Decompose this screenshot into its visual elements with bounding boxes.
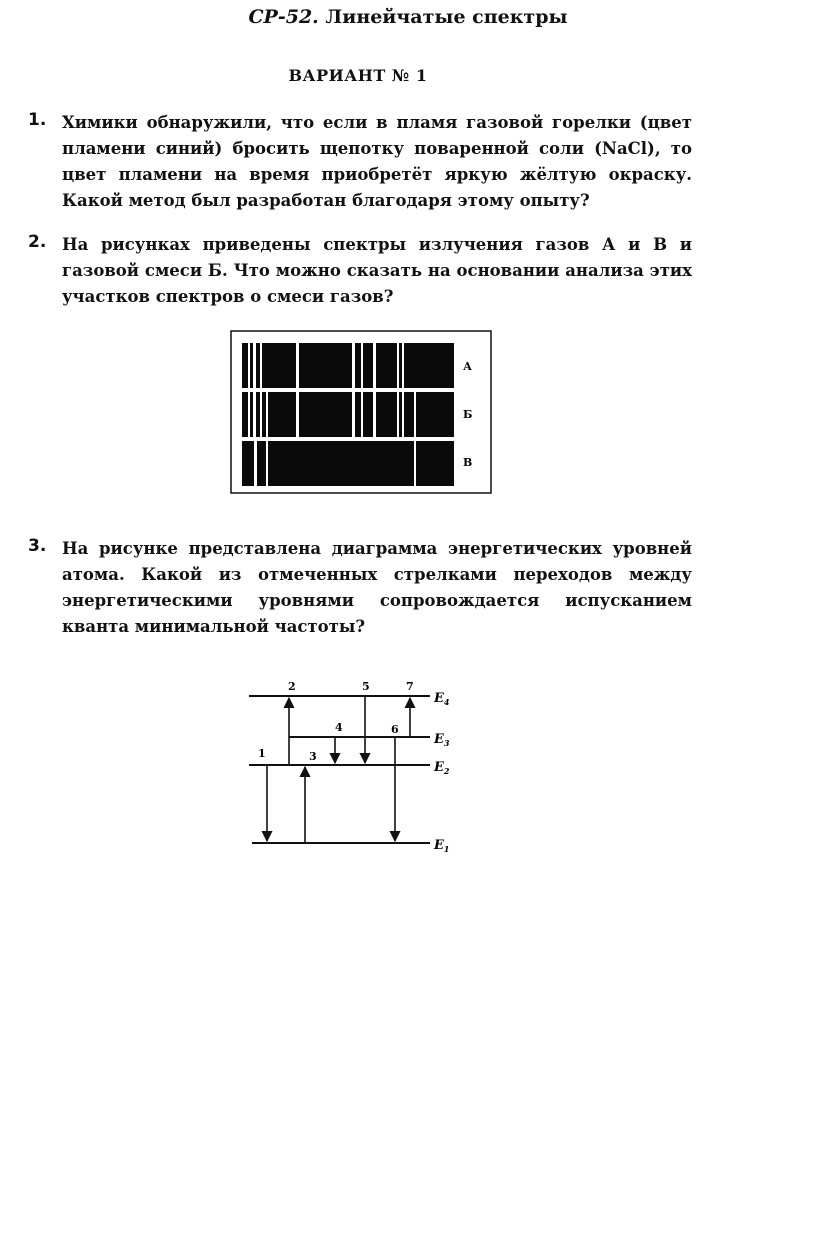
work-code: СР-52.: [248, 6, 319, 28]
level-label-e2: $E_2$: [434, 760, 450, 776]
task-number: 1.: [28, 110, 47, 130]
spectral-line: [260, 343, 262, 388]
spectral-line: [260, 392, 262, 437]
task-text: Химики обнаружили, что если в пламя газовой горелки (цвет пламени синий) бросить щепотку поваренной соли (NaCl), то цвет пламени на время приобретёт яркую жёлтую окраску. Какой метод был разработан благодаря этому опыту?: [62, 113, 692, 210]
level-label-e3: $E_3$: [434, 732, 450, 748]
spectral-line: [397, 392, 399, 437]
spectrum-label-a: А: [463, 360, 472, 373]
spectral-line: [352, 392, 355, 437]
spectral-line: [254, 441, 257, 486]
page-title: [0, 6, 816, 28]
spectral-line: [402, 392, 404, 437]
task-text: На рисунке представлена диаграмма энергетических уровней атома. Какой из отмеченных стрелками переходов между энергетическими уровнями сопровождается испусканием кванта минимальной частоты?: [62, 539, 692, 636]
spectral-line: [248, 343, 250, 388]
task-number: 2.: [28, 232, 47, 252]
spectra-figure: [230, 330, 492, 494]
task-1: [28, 110, 692, 214]
energy-level-diagram: [244, 676, 464, 860]
task-text: На рисунках приведены спектры излучения газов А и В и газовой смеси Б. Что можно сказать на основании анализа этих участков спектров о смеси газов?: [62, 235, 692, 306]
spectral-line: [361, 392, 363, 437]
transition-label-4: 4: [335, 721, 343, 734]
spectral-line: [414, 441, 416, 486]
transition-label-6: 6: [391, 723, 399, 736]
spectral-line: [373, 392, 376, 437]
level-label-e4: $E_4$: [434, 691, 450, 707]
spectrum-b: [242, 392, 454, 437]
spectrum-band: [242, 441, 454, 486]
transition-label-5: 5: [362, 680, 370, 693]
spectral-line: [414, 392, 416, 437]
spectral-line: [373, 343, 376, 388]
spectrum-c: [242, 441, 454, 486]
spectral-line: [296, 392, 299, 437]
spectral-line: [253, 392, 256, 437]
spectral-line: [248, 392, 250, 437]
task-number: 3.: [28, 536, 47, 556]
variant-heading: ВАРИАНТ № 1: [288, 66, 428, 85]
task-3: [28, 536, 692, 640]
spectral-line: [266, 441, 268, 486]
spectral-line: [397, 343, 399, 388]
spectrum-band: [242, 343, 454, 388]
transition-label-2: 2: [288, 680, 296, 693]
spectrum-a: [242, 343, 454, 388]
spectrum-label-c: В: [463, 456, 473, 469]
spectral-line: [352, 343, 355, 388]
spectrum-label-b: Б: [463, 408, 473, 421]
spectrum-band: [242, 392, 454, 437]
transition-label-7: 7: [406, 680, 414, 693]
spectral-line: [361, 343, 363, 388]
transition-label-3: 3: [309, 750, 317, 763]
spectral-line: [402, 343, 404, 388]
spectral-line: [253, 343, 256, 388]
spectral-line: [266, 392, 268, 437]
level-label-e1: $E_1$: [434, 838, 450, 854]
work-title: Линейчатые спектры: [325, 6, 568, 28]
transition-label-1: 1: [258, 747, 266, 760]
task-2: [28, 232, 692, 310]
spectral-line: [296, 343, 299, 388]
